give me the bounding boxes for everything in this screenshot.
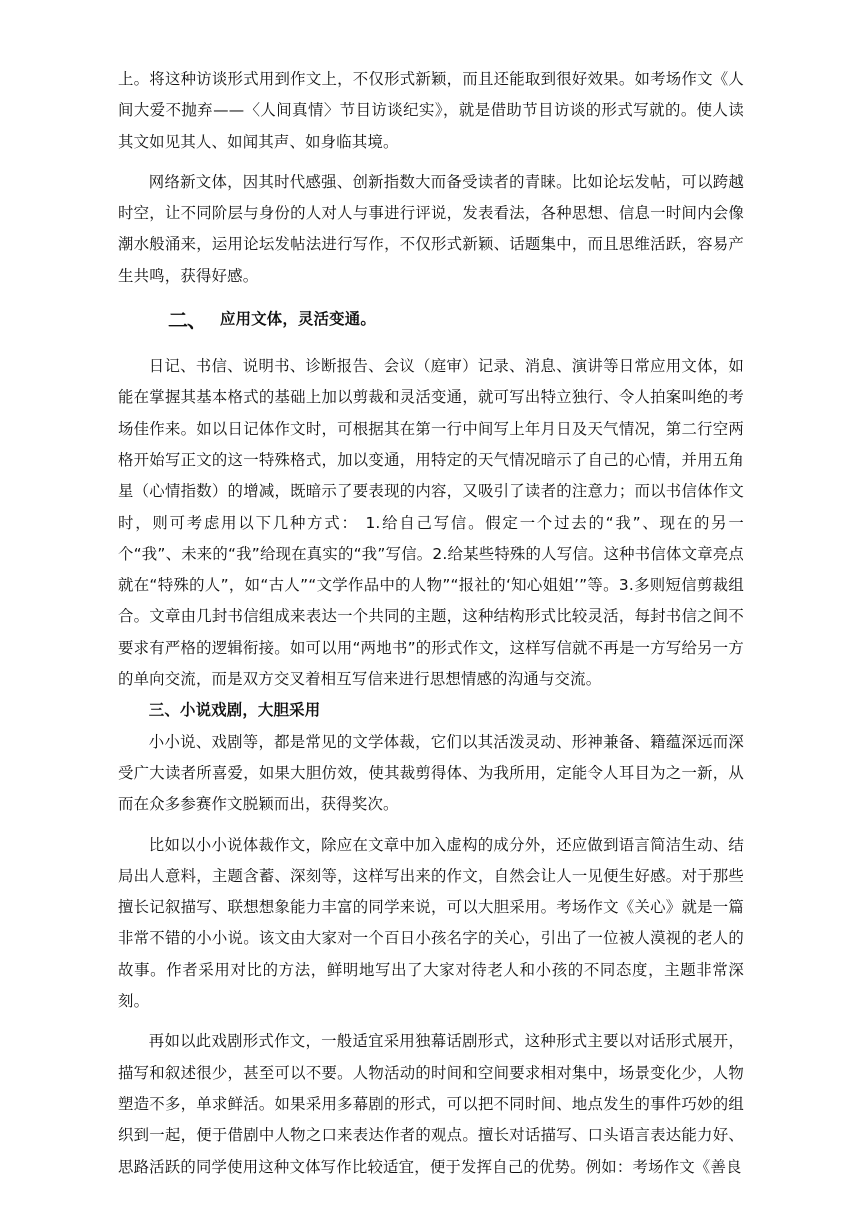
document-body [118,64,744,1183]
section-heading-applied-style [168,301,744,335]
paragraph-short-story: 比如以小小说体裁作文，除应在文章中加入虚构的成分外，还应做到语言简洁生动、结局出人意料，主题含蓄、深刻等，这样写出来的作文，自然会让人一见便生好感。对于那些擅长记叙描写、联想想象能力丰富的同学来说，可以大胆采用。考场作文《关心》就是一篇非常不错的小小说。该文由大家对一个百日小孩名字的关心，引出了一位被人漠视的老人的故事。作者采用对比的方法，鲜明地写出了大家对待老人和小孩的不同态度，主题非常深刻。 [118,835,744,1011]
paragraph-drama: 再如以此戏剧形式作文，一般适宜采用独幕话剧形式，这种形式主要以对话形式展开，描写和叙述很少，甚至可以不要。人物活动的时间和空间要求相对集中，场景变化少，人物塑造不多，单求鲜活。如果采用多幕剧的形式，可以把不同时间、地点发生的事件巧妙的组织到一起，便于借剧中人物之口来表达作者的观点。擅长对话描写、口头语言表达能力好、思路活跃的同学使用这种文体写作比较适宜，便于发挥自己的优势。例如：考场作文《善良 [118,1032,744,1176]
section-heading-fiction-drama: 三、小说戏剧，大胆采用 [148,701,321,720]
paragraph-network-style: 网络新文体，因其时代感强、创新指数大而备受读者的青睐。比如论坛发帖，可以跨越时空，让不同阶层与身份的人对人与事进行评说，发表看法，各种思想、信息一时间内会像潮水般涌来，运用论坛发帖法进行写作，不仅形式新颖、话题集中，而且思维活跃，容易产生共鸣，获得好感。 [118,172,744,285]
section-number: 二、 [168,307,206,332]
paragraph-interview-format: 上。将这种访谈形式用到作文上，不仅形式新颖，而且还能取到很好效果。如考场作文《人间大爱不抛弃——〈人间真情〉节目访谈纪实》，就是借助节目访谈的形式写就的。使人读其文如见其人、如闻其声、如身临其境。 [118,70,744,151]
paragraph-fiction-intro: 小小说、戏剧等，都是常见的文学体裁，它们以其活泼灵动、形神兼备、籍蕴深远而深受广大读者所喜爱，如果大胆仿效，使其裁剪得体、为我所用，定能令人耳目为之一新，从而在众多参赛作文脱颖而出，获得奖次。 [118,732,744,814]
paragraph-applied-style: 日记、书信、说明书、诊断报告、会议（庭审）记录、消息、演讲等日常应用文体，如能在掌握其基本格式的基础上加以剪裁和灵活变通，就可写出特立独行、令人拍案叫绝的考场佳作来。如以日记体作文时，可根据其在第一行中间写上年月日及天气情况，第二行空两格开始写正文的这一特殊格式，加以变通，用特定的天气情况暗示了自己的心情，并用五角星（心情指数）的增减，既暗示了要表现的内容，又吸引了读者的注意力；而以书信体作文时，则可考虑用以下几种方式： 1.给自己写信。假定一个过去的“我”、现在的另一个“我”、未来的“我”给现在真实的“我”写信。2.给某些特殊的人写信。这种书信体文章亮点就在“特殊的人”，如“古人”“文学作品中的人物”“报社的‘知心姐姐’”等。3.多则短信剪裁组合。文章由几封书信组成来表达一个共同的主题，这种结构形式比较灵活，每封书信之间不要求有严格的逻辑衔接。如可以用“两地书”的形式作文，这样写信就不再是一方写给另一方的单向交流，而是双方交叉着相互写信来进行思想情感的沟通与交流。 [118,357,744,689]
section-title: 应用文体，灵活变通。 [220,310,376,329]
